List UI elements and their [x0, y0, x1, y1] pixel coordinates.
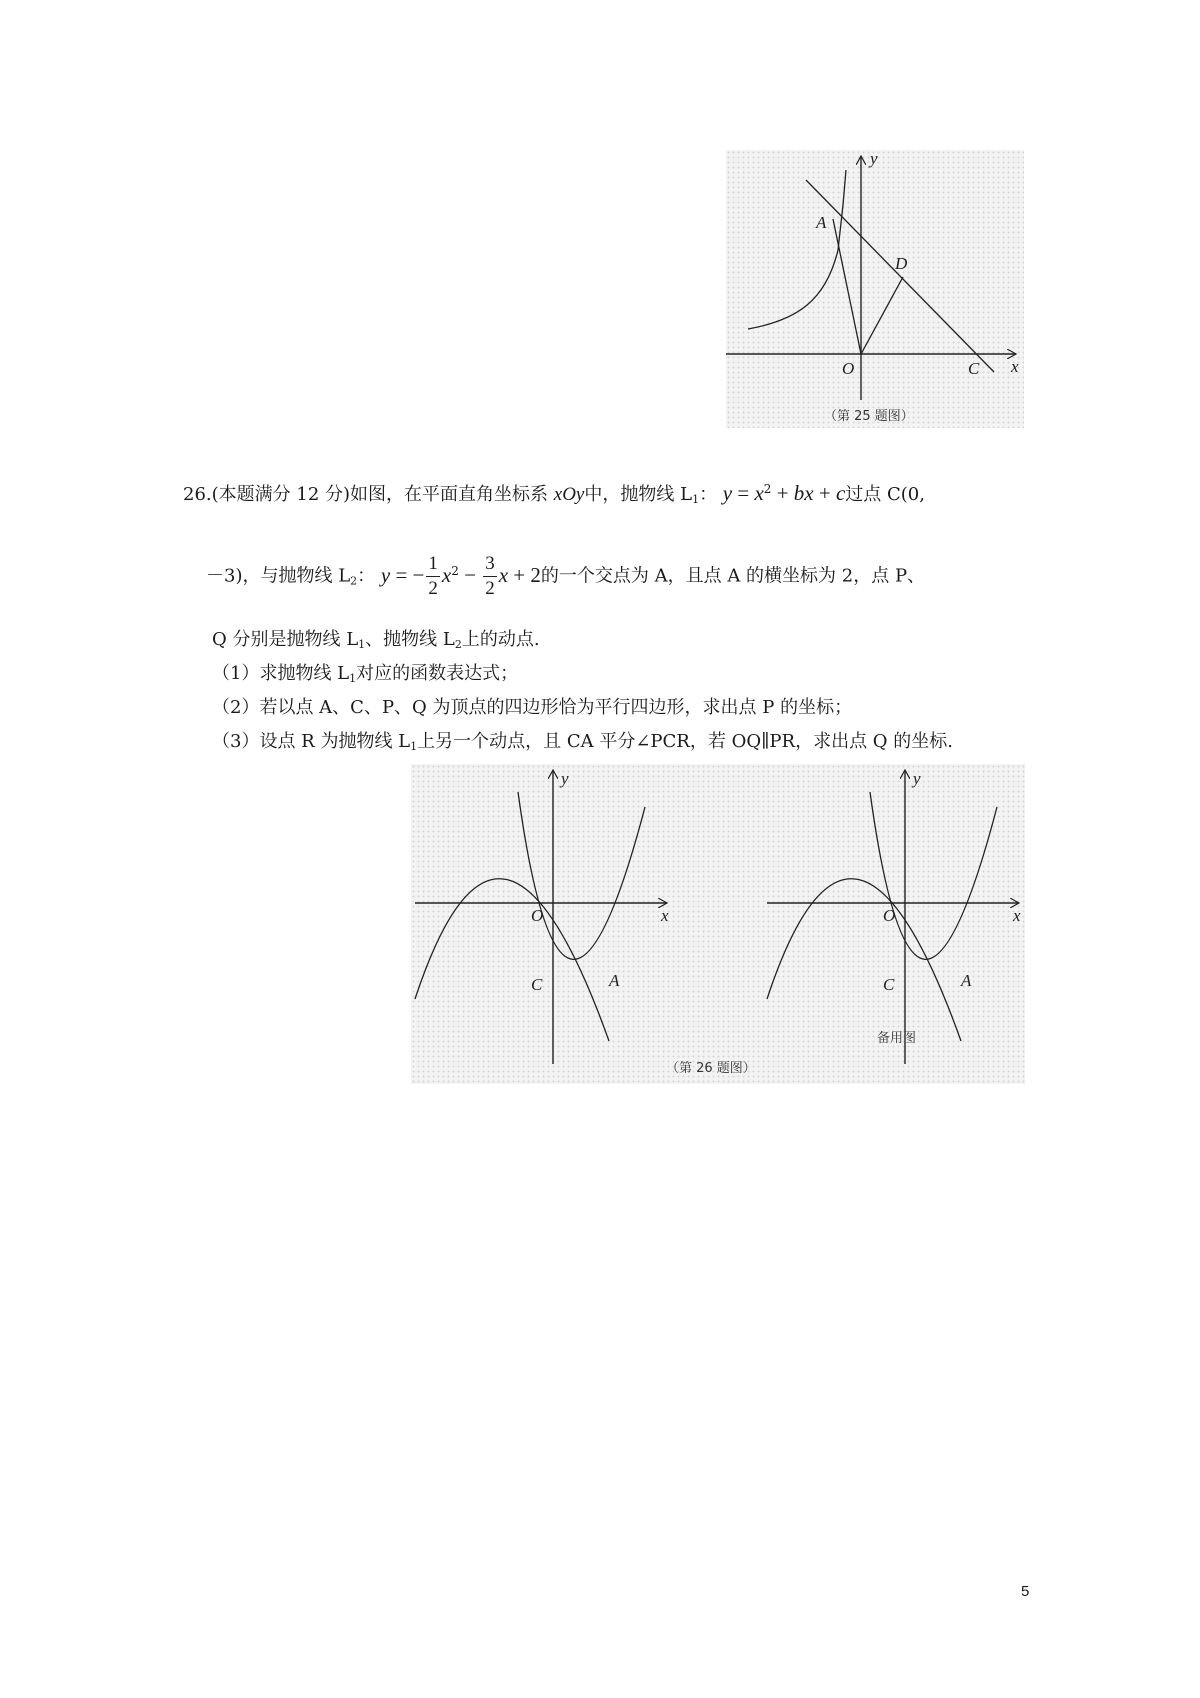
label-y: y [561, 769, 569, 788]
equation-l2: y = − $\frac{1}{2}$ $x^2$ − $\frac{3}{2}$ x + 2 [380, 553, 541, 599]
label-x: x [1011, 357, 1019, 376]
figure-26 [411, 764, 1025, 1084]
label-a: A [609, 971, 620, 990]
main-graph [415, 769, 669, 1064]
figure-25-graph [726, 150, 1024, 428]
figure-25 [726, 150, 1024, 428]
label-o: O [883, 906, 896, 925]
parabola-l1 [870, 792, 997, 959]
parabola-l1 [518, 792, 645, 959]
label-o: O [842, 359, 855, 378]
problem-number: 26. [183, 484, 212, 505]
line-ac [806, 180, 994, 372]
hyperbola-curve [748, 170, 846, 329]
label-y: y [913, 769, 921, 788]
figure-25-caption: （第 25 题图） [824, 409, 914, 424]
label-c: C [968, 359, 980, 378]
spare-graph [767, 769, 1021, 1064]
segment-od [861, 277, 903, 354]
problem-26-line-2: －3)，与抛物线 $L_2$： y = − $\frac{1}{2}$ $x^2$ − $\frac{3}{2}$ x + 2的一个交点为 A，且点 A 的横坐标为 2，点 P、 [206, 553, 926, 599]
label-d: D [895, 254, 908, 273]
coordinate-system: xOy [553, 484, 585, 505]
spare-figure-caption: 备用图 [877, 1031, 917, 1046]
equation-l1: $y = x^2$ + bx + c [722, 481, 846, 505]
question-3: （3）设点 R 为抛物线 $L_1$上另一个动点，且 CA 平分∠PCR，若 OQ∥PR，求出点 Q 的坐标. [212, 731, 953, 753]
label-x: x [661, 906, 669, 925]
problem-26-line-3: Q 分别是抛物线 $L_1$、抛物线 $L_2$上的动点. [212, 629, 540, 651]
label-o: O [531, 906, 544, 925]
figure-26-graph [411, 764, 1025, 1084]
label-c: C [531, 975, 543, 994]
problem-26-line-1: 26.(本题满分 12 分)如图，在平面直角坐标系 xOy中，抛物线 $L_1$： $y = x^2$ + bx + c过点 C(0, [183, 481, 925, 506]
segment-oa [833, 219, 861, 354]
question-2: （2）若以点 A、C、P、Q 为顶点的四边形恰为平行四边形，求出点 P 的坐标； [212, 697, 853, 718]
page-number: 5 [1021, 1583, 1030, 1600]
label-a: A [816, 213, 827, 232]
label-x: x [1013, 906, 1021, 925]
label-y: y [870, 150, 878, 168]
figure-26-caption: （第 26 题图） [666, 1061, 756, 1076]
label-a: A [961, 971, 972, 990]
label-c: C [883, 975, 895, 994]
question-1: （1）求抛物线 $L_1$对应的函数表达式； [212, 663, 519, 685]
